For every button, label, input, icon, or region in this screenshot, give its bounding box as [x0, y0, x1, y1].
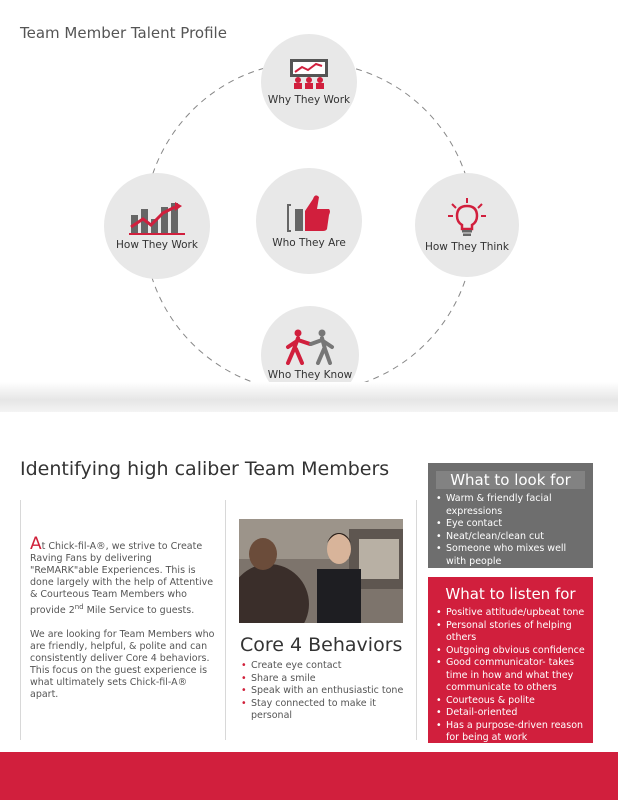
- node-label: How They Think: [424, 241, 510, 253]
- list-item: • Stay connected to make it personal: [241, 698, 411, 723]
- list-item: • Create eye contact: [241, 660, 411, 673]
- node-label: Why They Work: [267, 94, 351, 106]
- list-item: • Eye contact: [436, 518, 587, 531]
- intro-text-a: t Chick-fil-A®, we strive to Create Raving Fans by delivering "ReMARK"able Experiences. This is done largely with the help of Attentive & Courteous Team Members who provide 2: [30, 541, 214, 617]
- divider: [225, 500, 226, 740]
- list-item: • Positive attitude/upbeat tone: [436, 607, 587, 620]
- growth-chart-icon: [129, 201, 185, 235]
- thumbs-up-icon: [287, 193, 331, 233]
- list-item: • Courteous & polite: [436, 695, 587, 708]
- list-item: • Share a smile: [241, 673, 411, 686]
- presentation-icon: [286, 58, 332, 90]
- intro-paragraph: [30, 534, 215, 617]
- look-for-list: [428, 493, 593, 568]
- handshake-people-icon: [282, 329, 338, 365]
- node-label: Who They Are: [272, 237, 346, 249]
- node-label: How They Work: [116, 239, 198, 251]
- divider: [20, 500, 21, 740]
- panel-title: What to look for: [436, 471, 585, 489]
- shelf-divider: [0, 382, 618, 412]
- listen-for-list: [428, 607, 593, 745]
- divider: [416, 500, 417, 740]
- panel-title: What to listen for: [445, 585, 576, 603]
- intro-text: [30, 534, 215, 713]
- list-item: • Outgoing obvious confidence: [436, 645, 587, 658]
- superscript: nd: [74, 603, 84, 611]
- node-why-they-work: [261, 34, 357, 130]
- look-for-panel: [428, 463, 593, 568]
- team-member-photo: [239, 519, 403, 623]
- list-item: • Neat/clean/clean cut: [436, 531, 587, 544]
- dropcap: A: [30, 534, 42, 554]
- node-who-they-are: [256, 168, 362, 274]
- core4-title: Core 4 Behaviors: [240, 634, 403, 656]
- core4-list: [241, 660, 411, 723]
- page-title: Team Member Talent Profile: [20, 24, 227, 42]
- node-how-they-think: [415, 173, 519, 277]
- list-item: • Has a purpose-driven reason for being at work: [436, 720, 587, 745]
- list-item: • Warm & friendly facial expressions: [436, 493, 587, 518]
- listen-for-panel: [428, 577, 593, 743]
- list-item: • Speak with an enthusiastic tone: [241, 685, 411, 698]
- intro-text-b: Mile Service to guests.: [83, 605, 195, 617]
- node-how-they-work: [104, 173, 210, 279]
- footer-bar: [0, 752, 618, 800]
- list-item: • Someone who mixes well with people: [436, 543, 587, 568]
- node-label: Who They Know: [267, 369, 353, 381]
- intro-paragraph: We are looking for Team Members who are friendly, helpful, & polite and can consistently deliver Core 4 behaviors. This focus on the guest experience is what ultimately sets Chick-fil-A® apart.: [30, 629, 215, 701]
- lightbulb-icon: [447, 197, 487, 237]
- list-item: • Detail-oriented: [436, 707, 587, 720]
- list-item: • Good communicator- takes time in how and what they communicate to others: [436, 657, 587, 695]
- list-item: • Personal stories of helping others: [436, 620, 587, 645]
- section-heading: Identifying high caliber Team Members: [20, 458, 390, 480]
